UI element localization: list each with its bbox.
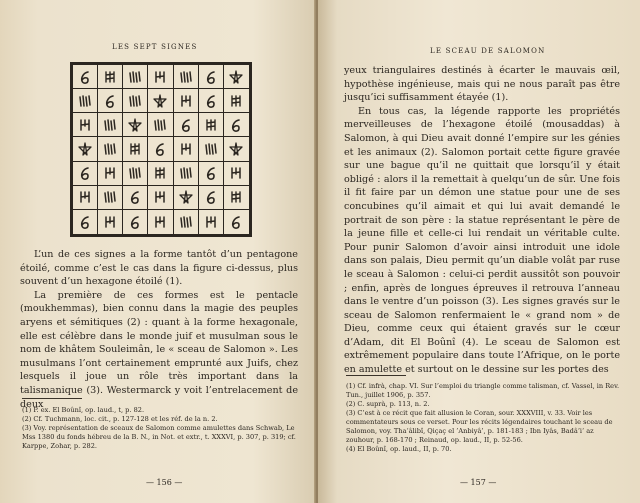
grid-cell [73,65,98,89]
right-footnote-2: (2) C. suprà, p. 113, n. 2. [346,400,430,408]
left-paragraph-1: L’un de ces signes a la forme tantôt d’un pentagone étoilé, comme c’est le cas dans la figure ci-dessus, plus souvent d’un hexagone étoilé (1). [20,249,298,288]
bars-sign-icon [102,141,118,157]
ladder-sign-icon [228,189,244,205]
six-sign-icon [77,165,93,181]
grid-cell [73,186,98,210]
six-sign-icon [102,93,118,109]
h-sign-icon [203,214,219,230]
bars-sign-icon [102,117,118,133]
h-sign-icon [228,165,244,181]
grid-cell [199,65,224,89]
grid-cell [148,162,173,186]
h-sign-icon [77,189,93,205]
grid-cell [199,137,224,161]
six-sign-icon [203,165,219,181]
magic-square-figure [70,62,252,237]
grid-cell [174,137,199,161]
six-sign-icon [228,117,244,133]
h-sign-icon [152,69,168,85]
left-body [20,248,298,411]
grid-cell [123,89,148,113]
grid-cell [123,137,148,161]
grid-cell [148,113,173,137]
grid-cell [174,186,199,210]
grid-cell [98,162,123,186]
ladder-sign-icon [102,69,118,85]
grid-cell [148,89,173,113]
h-sign-icon [178,141,194,157]
grid-cell [73,137,98,161]
grid-cell [199,113,224,137]
grid-cell [98,113,123,137]
left-footnote-rule [22,398,82,399]
grid-cell [174,65,199,89]
grid-cell [98,137,123,161]
right-running-head: LE SCEAU DE SALOMON [430,47,546,55]
grid-cell [73,113,98,137]
grid-cell [199,186,224,210]
grid-cell [73,162,98,186]
six-sign-icon [152,141,168,157]
grid-cell [73,89,98,113]
right-folio: — 157 — [460,478,497,487]
ladder-sign-icon [127,141,143,157]
right-paragraph-1: yeux triangulaires destinés à écarter le mauvais œil, hypothèse ingénieuse, mais qui ne nous paraît pas être jusqu’ici suffisamment étayée (1). [344,65,620,104]
bars-sign-icon [178,165,194,181]
bars-sign-icon [77,93,93,109]
grid-cell [199,162,224,186]
right-page [318,0,640,503]
bars-sign-icon [127,69,143,85]
bars-sign-icon [203,141,219,157]
grid-cell [73,210,98,234]
grid-cell [123,210,148,234]
left-page [0,0,316,503]
grid-cell [224,186,249,210]
grid-cell [224,113,249,137]
grid-cell [98,65,123,89]
six-sign-icon [203,189,219,205]
six-sign-icon [77,214,93,230]
six-sign-icon [203,93,219,109]
grid-cell [123,113,148,137]
left-footnote-1: (1) P. ex. El Boûnî, op. laud., t, p. 82. [22,406,145,414]
grid-cell [123,65,148,89]
star-sign-icon [77,141,93,157]
left-footnotes [22,406,298,451]
bars-sign-icon [178,69,194,85]
grid-cell [224,89,249,113]
grid-cell [148,137,173,161]
grid-cell [148,210,173,234]
grid-cell [174,210,199,234]
grid-cell [224,65,249,89]
bars-sign-icon [102,189,118,205]
star-sign-icon [178,189,194,205]
bars-sign-icon [152,117,168,133]
h-sign-icon [102,214,118,230]
right-body [344,64,620,377]
grid-cell [148,65,173,89]
right-footnotes [346,382,622,454]
six-sign-icon [77,69,93,85]
right-paragraph-2: En tous cas, la légende rapporte les propriétés merveilleuses de l’hexagone étoilé (mousaddas) à Salomon, à qui Dieu avait donné l’empire sur les génies et les animaux (2). Salomon portait cette figure gravée sur une bague qu’il ne quittait que lorsqu’il y était obligé : alors il la remettait à quelqu’un de sûr. Une fois il fit faire par un démon une statue pour une de ses concubines qu’il aimait et qui lui avait demandé le portrait de son père : la statue représentant le père de la jeune fille et celle-ci lui rendait un véritable culte. Pour punir Salomon d’avoir ainsi introduit une idole dans son palais, Dieu permit qu’un diable volât par ruse le sceau à Salomon : celui-ci perdit aussitôt son pouvoir ; enfin, après de longues épreuves il retrouva l’anneau dans le ventre d’un poisson (3). Les signes gravés sur le sceau de Salomon renfermaient le « grand nom » de Dieu, comme ceux qui étaient gravés sur le cœur d’Adam, dit El Boûnî (4). Le sceau de Salomon est extrêmement populaire dans toute l’Afrique, on le porte en amulette et surtout on le dessine sur les portes des [344,105,620,376]
ladder-sign-icon [203,117,219,133]
grid-cell [123,186,148,210]
grid-cell [174,113,199,137]
ladder-sign-icon [152,165,168,181]
star-sign-icon [127,117,143,133]
h-sign-icon [102,165,118,181]
grid-cell [224,137,249,161]
bars-sign-icon [127,93,143,109]
grid-cell [199,89,224,113]
grid-cell [199,210,224,234]
h-sign-icon [152,189,168,205]
six-sign-icon [203,69,219,85]
h-sign-icon [178,93,194,109]
grid-cell [98,186,123,210]
right-footnote-3: (3) C’est à ce récit que fait allusion le Coran, sour. XXXVIII, v. 33. Voir les commentateurs sous ce verset. Pour les récits légendaires touchant le sceau de Salomon, voy. Tha‘âlibî, Qiçaç el ’Anbiyâ’, p. 181-183 ; Ibn Iyâs, Badâ’i‘ az zouhour, p. 168-170 ; Reinaud, op. laud., II, p. 52-56. [346,409,613,444]
grid-cell [148,186,173,210]
left-running-head: LES SEPT SIGNES [112,43,198,51]
star-sign-icon [228,69,244,85]
grid-cell [98,210,123,234]
bars-sign-icon [178,214,194,230]
right-footnote-4: (4) El Boûnî, op. laud., II, p. 70. [346,445,452,453]
star-sign-icon [152,93,168,109]
left-footnote-2: (2) Cf. Tuchmann, loc. cit., p. 127-128 et les réf. de la n. 2. [22,415,218,423]
left-folio: — 156 — [146,478,183,487]
six-sign-icon [178,117,194,133]
right-footnote-1: (1) Cf. infrà, chap. VI. Sur l’emploi du triangle comme talisman, cf. Vassel, in Rev. Tun., juillet 1906, p. 357. [346,382,620,399]
grid-cell [98,89,123,113]
six-sign-icon [127,189,143,205]
left-footnote-3: (3) Voy. représentation de sceaux de Salomon comme amulettes dans Schwab, Le Mss 1380 du fonds hébreu de la B. N., in Not. et extr., t. XXXVI, p. 307, p. 319; cf. Karppe, Zohar, p. 282. [22,424,296,450]
bars-sign-icon [127,165,143,181]
h-sign-icon [152,214,168,230]
ladder-sign-icon [228,93,244,109]
grid-cell [123,162,148,186]
grid-cell [224,162,249,186]
six-sign-icon [228,214,244,230]
h-sign-icon [77,117,93,133]
six-sign-icon [127,214,143,230]
right-footnote-rule [346,375,406,376]
grid-cell [224,210,249,234]
left-paragraph-2: La première de ces formes est le pentacle (moukhemmas), bien connu dans la magie des peuples aryens et sémitiques (2) : quant à la forme hexagonale, elle est célèbre dans le monde juif et musulman sous le nom de khâtem Souleimân, le « sceau de Salomon ». Les musulmans l’ont certainement emprunté aux Juifs, chez lesquels il joue un rôle très important dans la talismanique (3). Westermarck y voit l’entrelacement de deux [20,289,298,410]
grid-cell [174,162,199,186]
grid-cell [174,89,199,113]
star-sign-icon [228,141,244,157]
